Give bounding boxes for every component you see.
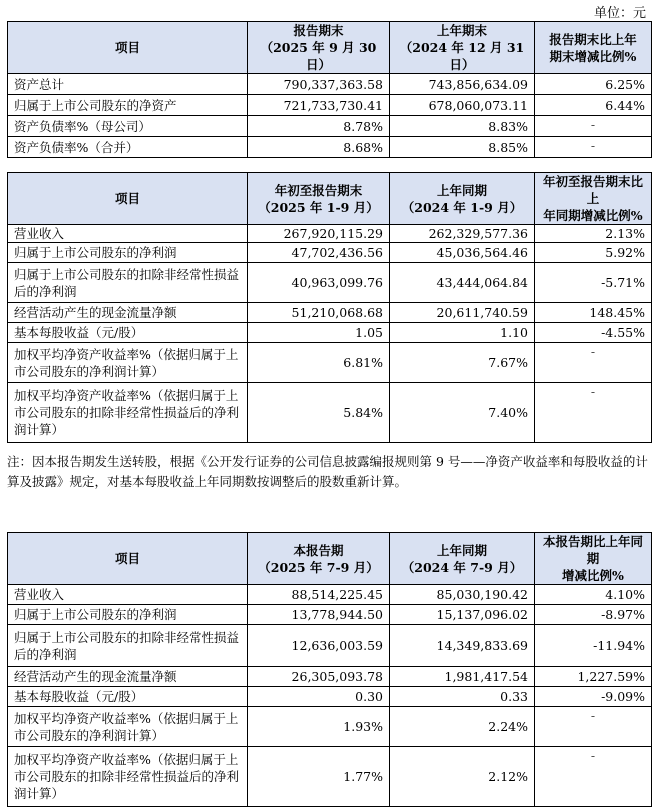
row-label: 资产负债率%（母公司）: [8, 116, 248, 137]
cell-current: 5.84%: [248, 383, 390, 443]
cell-current: 12,636,003.59: [248, 625, 390, 667]
table-row: [8, 323, 652, 343]
header-prior-period: 上年同期 （2024 年 1-9 月）: [390, 173, 535, 225]
table-row: [8, 585, 652, 605]
cell-prior: 1.10: [390, 323, 535, 343]
quarter-income-table: [7, 532, 652, 807]
cell-current: 8.78%: [248, 116, 390, 137]
cell-prior: 2.24%: [390, 707, 535, 747]
cell-change: -: [535, 137, 652, 158]
table-row: [8, 137, 652, 158]
row-label: 基本每股收益（元/股）: [8, 687, 248, 707]
table-row: [8, 605, 652, 625]
cell-prior: 85,030,190.42: [390, 585, 535, 605]
cell-prior: 1,981,417.54: [390, 667, 535, 687]
row-label: 归属于上市公司股东的净利润: [8, 243, 248, 263]
row-label: 归属于上市公司股东的扣除非经常性损益后的净利润: [8, 625, 248, 667]
cell-change: -9.09%: [535, 687, 652, 707]
cell-prior: 8.85%: [390, 137, 535, 158]
row-label: 经营活动产生的现金流量净额: [8, 667, 248, 687]
row-label: 加权平均净资产收益率%（依据归属于上市公司股东的扣除非经常性损益后的净利润计算）: [8, 383, 248, 443]
cell-prior: 8.83%: [390, 116, 535, 137]
cell-change: -: [535, 116, 652, 137]
cell-prior: 20,611,740.59: [390, 303, 535, 323]
cell-prior: 45,036,564.46: [390, 243, 535, 263]
table-row: [8, 383, 652, 443]
row-label: 营业收入: [8, 225, 248, 243]
table-row: [8, 95, 652, 116]
table-header-row: [8, 173, 652, 225]
cell-change: -: [535, 383, 652, 443]
table-row: [8, 116, 652, 137]
header-prior-period: 上年同期 （2024 年 7-9 月）: [390, 533, 535, 585]
row-label: 加权平均净资产收益率%（依据归属于上市公司股东的净利润计算）: [8, 343, 248, 383]
cell-change: 2.13%: [535, 225, 652, 243]
cell-change: 1,227.59%: [535, 667, 652, 687]
cell-prior: 14,349,833.69: [390, 625, 535, 667]
row-label: 资产总计: [8, 74, 248, 95]
header-ytd: 年初至报告期末 （2025 年 1-9 月）: [248, 173, 390, 225]
cell-prior: 678,060,073.11: [390, 95, 535, 116]
cell-change: 148.45%: [535, 303, 652, 323]
cell-current: 1.05: [248, 323, 390, 343]
ytd-income-table: [7, 172, 652, 443]
header-change-pct: 年初至报告期末比上 年同期增减比例%: [535, 173, 652, 225]
cell-change: -5.71%: [535, 263, 652, 303]
row-label: 归属于上市公司股东的净资产: [8, 95, 248, 116]
table-row: [8, 667, 652, 687]
header-prior-year-end: 上年期末 （2024 年 12 月 31 日）: [390, 22, 535, 74]
cell-prior: 7.40%: [390, 383, 535, 443]
cell-change: -: [535, 747, 652, 807]
cell-current: 6.81%: [248, 343, 390, 383]
row-label: 经营活动产生的现金流量净额: [8, 303, 248, 323]
cell-current: 0.30: [248, 687, 390, 707]
row-label: 资产负债率%（合并）: [8, 137, 248, 158]
cell-prior: 43,444,064.84: [390, 263, 535, 303]
header-item: 项目: [8, 22, 248, 74]
cell-current: 790,337,363.58: [248, 74, 390, 95]
table-row: [8, 707, 652, 747]
table-header-row: [8, 533, 652, 585]
cell-current: 47,702,436.56: [248, 243, 390, 263]
cell-current: 267,920,115.29: [248, 225, 390, 243]
cell-change: -4.55%: [535, 323, 652, 343]
row-label: 基本每股收益（元/股）: [8, 323, 248, 343]
table-row: [8, 687, 652, 707]
cell-current: 40,963,099.76: [248, 263, 390, 303]
row-label: 营业收入: [8, 585, 248, 605]
balance-sheet-table: [7, 21, 652, 158]
header-change-pct: 本报告期比上年同期 增减比例%: [535, 533, 652, 585]
cell-change: 4.10%: [535, 585, 652, 605]
cell-change: 5.92%: [535, 243, 652, 263]
cell-change: -11.94%: [535, 625, 652, 667]
cell-prior: 7.67%: [390, 343, 535, 383]
cell-change: -: [535, 343, 652, 383]
cell-current: 1.77%: [248, 747, 390, 807]
header-change-pct: 报告期末比上年 期末增减比例%: [535, 22, 652, 74]
cell-current: 8.68%: [248, 137, 390, 158]
cell-prior: 743,856,634.09: [390, 74, 535, 95]
row-label: 加权平均净资产收益率%（依据归属于上市公司股东的净利润计算）: [8, 707, 248, 747]
table-row: [8, 263, 652, 303]
table-row: [8, 243, 652, 263]
table-row: [8, 74, 652, 95]
cell-current: 26,305,093.78: [248, 667, 390, 687]
table-header-row: [8, 22, 652, 74]
row-label: 归属于上市公司股东的净利润: [8, 605, 248, 625]
cell-current: 1.93%: [248, 707, 390, 747]
header-item: 项目: [8, 173, 248, 225]
header-item: 项目: [8, 533, 248, 585]
cell-change: 6.44%: [535, 95, 652, 116]
table-row: [8, 625, 652, 667]
cell-current: 721,733,730.41: [248, 95, 390, 116]
cell-prior: 15,137,096.02: [390, 605, 535, 625]
cell-current: 13,778,944.50: [248, 605, 390, 625]
cell-prior: 0.33: [390, 687, 535, 707]
row-label: 加权平均净资产收益率%（依据归属于上市公司股东的扣除非经常性损益后的净利润计算）: [8, 747, 248, 807]
cell-prior: 2.12%: [390, 747, 535, 807]
header-period-end: 报告期末 （2025 年 9 月 30 日）: [248, 22, 390, 74]
cell-change: -8.97%: [535, 605, 652, 625]
unit-label: 单位：元: [593, 6, 646, 21]
cell-change: 6.25%: [535, 74, 652, 95]
cell-current: 51,210,068.68: [248, 303, 390, 323]
table-row: [8, 747, 652, 807]
table-row: [8, 303, 652, 323]
cell-current: 88,514,225.45: [248, 585, 390, 605]
row-label: 归属于上市公司股东的扣除非经常性损益后的净利润: [8, 263, 248, 303]
footnote: 注：因本报告期发生送转股，根据《公开发行证券的公司信息披露编报规则第 9 号——净资产收益率和每股收益的计算及披露》规定，对基本每股收益上年同期数按调整后的股数重新计算。: [7, 454, 648, 489]
table-row: [8, 343, 652, 383]
header-current-quarter: 本报告期 （2025 年 7-9 月）: [248, 533, 390, 585]
cell-prior: 262,329,577.36: [390, 225, 535, 243]
table-row: [8, 225, 652, 243]
cell-change: -: [535, 707, 652, 747]
